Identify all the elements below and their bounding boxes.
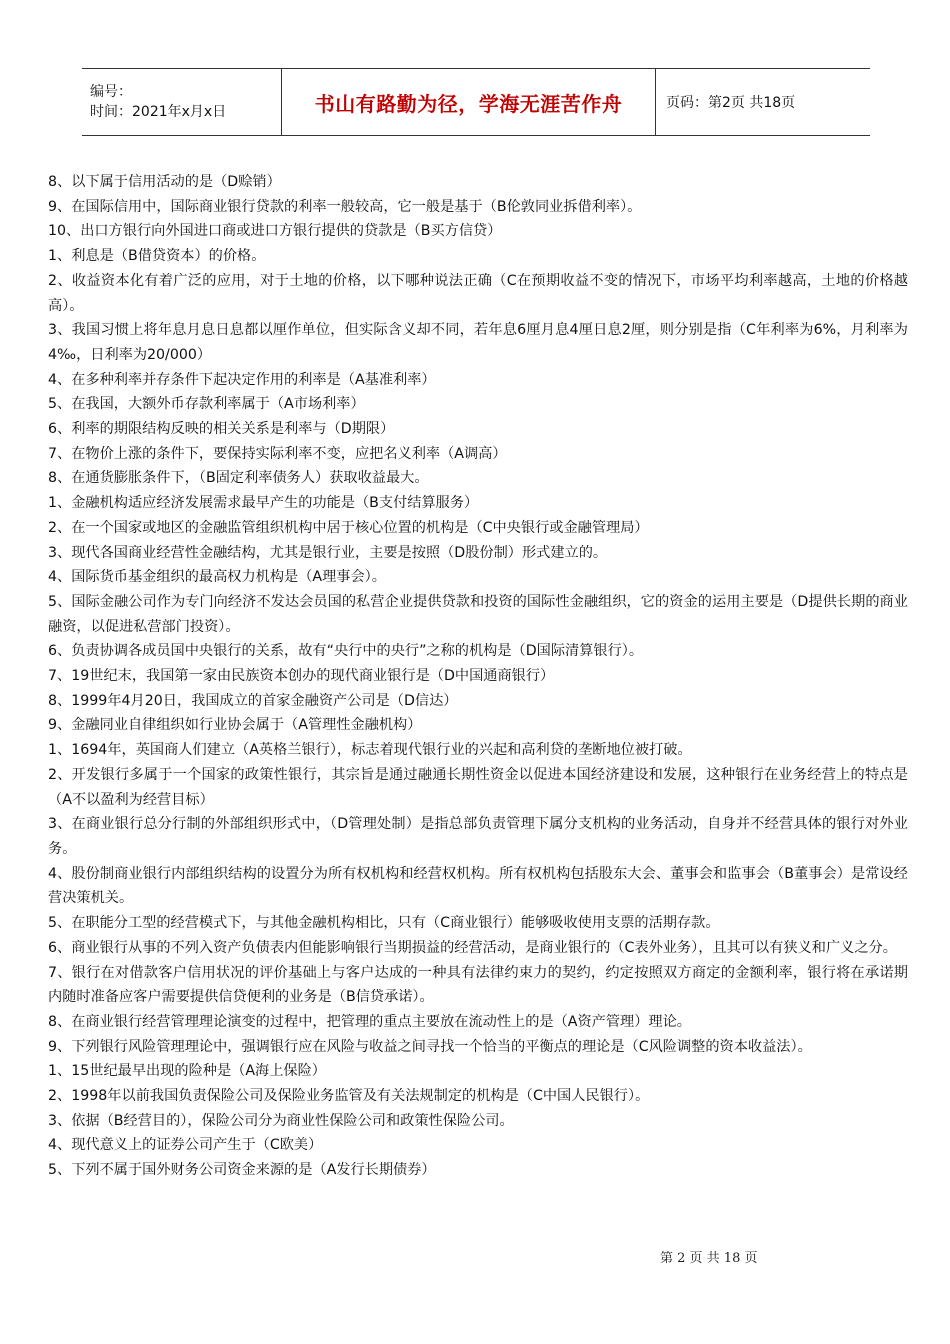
page-header — [82, 68, 870, 136]
question-line: 3、在商业银行总分行制的外部组织形式中，（D管理处制）是指总部负责管理下属分支机构的业务活动，自身并不经营具体的银行对外业务。 — [48, 816, 908, 857]
question-line: 8、1999年4月20日，我国成立的首家金融资产公司是（D信达） — [48, 692, 458, 709]
question-line: 2、收益资本化有着广泛的应用，对于土地的价格，以下哪种说法正确（C在预期收益不变的情况下，市场平均利率越高，土地的价格越高）。 — [48, 272, 908, 314]
question-line: 7、在物价上涨的条件下，要保持实际利率不变，应把名义利率（A调高） — [48, 445, 507, 462]
page-footer: 第 2 页 共 18 页 — [660, 1251, 758, 1266]
question-line: 1、15世纪最早出现的险种是（A海上保险） — [48, 1063, 326, 1080]
question-line: 5、在职能分工型的经营模式下，与其他金融机构相比，只有（C商业银行）能够吸收使用支票的活期存款。 — [48, 915, 720, 932]
question-line: 1、利息是（B借贷资本）的价格。 — [48, 248, 266, 265]
question-line: 2、1998年以前我国负责保险公司及保险业务监管及有关法规制定的机构是（C中国人民银行）。 — [48, 1088, 650, 1105]
question-line: 2、开发银行多属于一个国家的政策性银行，其宗旨是通过融通长期性资金以促进本国经济建设和发展，这种银行在业务经营上的特点是（A不以盈利为经营目标） — [48, 766, 908, 808]
question-line: 4、现代意义上的证券公司产生于（C欧美） — [48, 1137, 323, 1154]
question-line: 8、在通货膨胀条件下，（B固定利率债务人）获取收益最大。 — [48, 470, 429, 487]
question-line: 7、19世纪末，我国第一家由民族资本创办的现代商业银行是（D中国通商银行） — [48, 668, 555, 685]
motto-text: 书山有路勤为径，学海无涯苦作舟 — [314, 91, 623, 116]
document-body — [48, 170, 908, 1183]
question-line: 8、在商业银行经营管理理论演变的过程中，把管理的重点主要放在流动性上的是（A资产管理）理论。 — [48, 1013, 691, 1030]
header-motto — [282, 69, 656, 135]
question-line: 5、国际金融公司作为专门向经济不发达会员国的私营企业提供贷款和投资的国际性金融组织，它的资金的运用主要是（D提供长期的商业融资，以促进私营部门投资）。 — [48, 593, 908, 635]
question-line: 5、下列不属于国外财务公司资金来源的是（A发行长期债券） — [48, 1162, 436, 1179]
question-line: 7、银行在对借款客户信用状况的评价基础上与客户达成的一种具有法律约束力的契约，约定按照双方商定的金额利率，银行将在承诺期内随时准备应客户需要提供信贷便利的业务是（B信贷承诺）。 — [48, 964, 908, 1006]
question-line: 4、股份制商业银行内部组织结构的设置分为所有权机构和经营权机构。所有权机构包括股东大会、董事会和监事会（B董事会）是常设经营决策机关。 — [48, 865, 908, 907]
number-label: 编号： — [90, 84, 132, 100]
question-line: 3、现代各国商业经营性金融结构，尤其是银行业，主要是按照（D股份制）形式建立的。 — [48, 544, 608, 561]
question-line: 4、国际货币基金组织的最高权力机构是（A理事会）。 — [48, 569, 386, 586]
question-line: 9、金融同业自律组织如行业协会属于（A管理性金融机构） — [48, 717, 422, 734]
question-line: 6、商业银行从事的不列入资产负债表内但能影响银行当期损益的经营活动，是商业银行的（C表外业务），且其可以有狭义和广义之分。 — [48, 939, 897, 956]
question-line: 10、出口方银行向外国进口商或进口方银行提供的贷款是（B买方信贷） — [48, 223, 502, 240]
question-line: 1、金融机构适应经济发展需求最早产生的功能是（B支付结算服务） — [48, 495, 479, 512]
question-line: 8、以下属于信用活动的是（D赊销） — [48, 174, 281, 190]
question-line: 1、1694年，英国商人们建立（A英格兰银行），标志着现代银行业的兴起和高利贷的垄断地位被打破。 — [48, 742, 692, 759]
page-info-text: 页码：第2页 共18页 — [666, 95, 796, 111]
question-line: 9、下列银行风险管理理论中，强调银行应在风险与收益之间寻找一个恰当的平衡点的理论是（C风险调整的资本收益法）。 — [48, 1038, 812, 1055]
question-line: 6、负责协调各成员国中央银行的关系，故有“央行中的央行”之称的机构是（D国际清算银行）。 — [48, 643, 644, 660]
question-line: 2、在一个国家或地区的金融监管组织机构中居于核心位置的机构是（C中央银行或金融管理局） — [48, 519, 649, 536]
question-line: 6、利率的期限结构反映的相关关系是利率与（D期限） — [48, 421, 395, 438]
header-meta — [82, 69, 282, 135]
question-line: 4、在多种利率并存条件下起决定作用的利率是（A基准利率） — [48, 371, 436, 388]
question-line: 3、我国习惯上将年息月息日息都以厘作单位，但实际含义却不同，若年息6厘月息4厘日息2厘，则分别是指（C年利率为6%，月利率为4‰，日利率为20/000） — [48, 322, 908, 363]
question-line: 9、在国际信用中，国际商业银行贷款的利率一般较高，它一般是基于（B伦敦同业拆借利率）。 — [48, 198, 642, 215]
question-line: 5、在我国，大额外币存款利率属于（A市场利率） — [48, 396, 365, 413]
question-line: 3、依据（B经营目的），保险公司分为商业性保险公司和政策性保险公司。 — [48, 1112, 514, 1129]
header-page-info — [656, 69, 870, 135]
time-label: 时间：2021年x月x日 — [90, 104, 227, 120]
